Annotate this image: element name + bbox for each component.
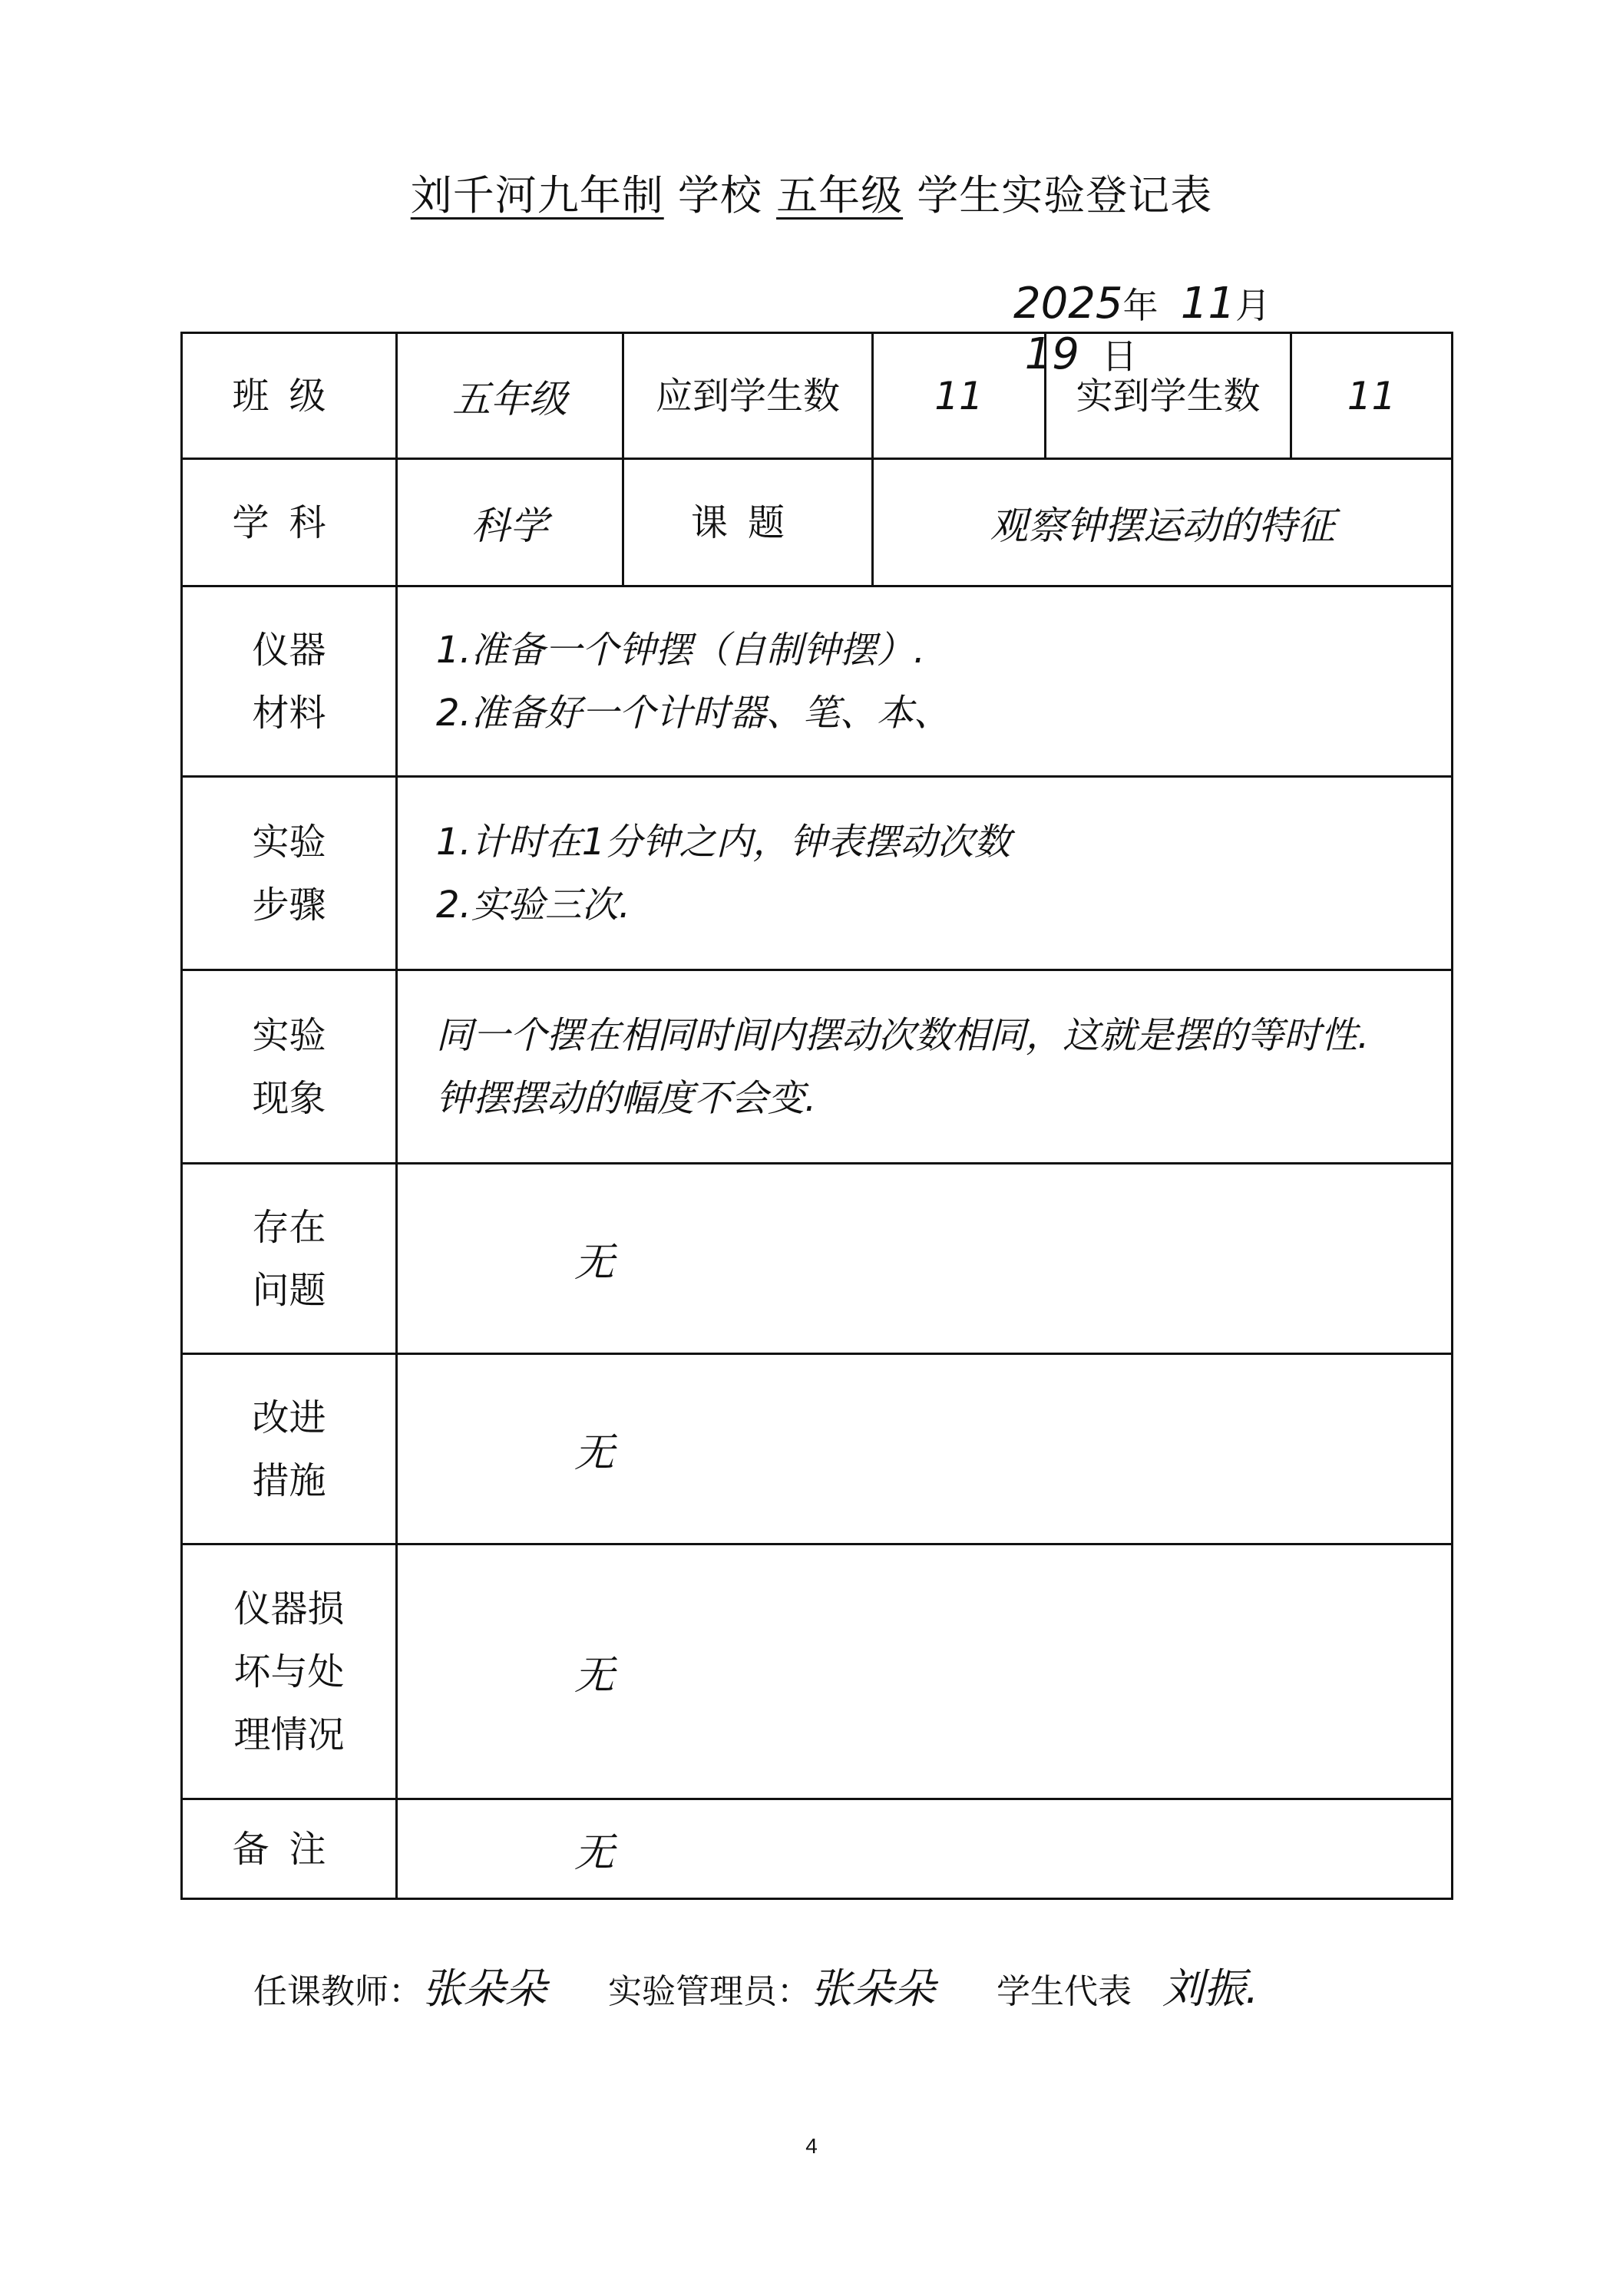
date-month-unit: 月 (1235, 285, 1271, 326)
improve-label-line: 改进 (252, 1396, 326, 1439)
page-number: 4 (805, 2134, 818, 2158)
improve-label-line: 措施 (252, 1459, 326, 1502)
class-value: 五年级 (397, 333, 623, 459)
expected-students-label: 应到学生数 (623, 333, 873, 459)
phenomenon-label (182, 970, 397, 1164)
improve-label (182, 1354, 397, 1544)
teacher-label: 任课教师： (253, 1972, 422, 2011)
materials-label-line: 材料 (252, 691, 326, 735)
materials-line: 2.准备好一个计时器、笔、本、 (436, 691, 950, 735)
row-problems (182, 1164, 1453, 1354)
row-subject (182, 459, 1453, 586)
row-remarks (182, 1799, 1453, 1899)
class-label: 班级 (182, 333, 397, 459)
teacher-signature: 张朵朵 (422, 1964, 547, 2013)
damage-label-line: 坏与处 (233, 1650, 345, 1693)
remarks-label: 备注 (182, 1799, 397, 1899)
date-month: 11 (1180, 279, 1236, 329)
steps-label (182, 777, 397, 970)
problems-value: 无 (397, 1164, 1453, 1354)
steps-line: 2.实验三次. (436, 883, 631, 927)
expected-students-value: 11 (873, 333, 1046, 459)
row-materials (182, 586, 1453, 777)
subject-label: 学科 (182, 459, 397, 586)
improve-value: 无 (397, 1354, 1453, 1544)
problems-label-line: 问题 (252, 1268, 326, 1312)
signatures (253, 1956, 1482, 2015)
school-name: 刘千河九年制 (410, 171, 664, 220)
student-rep-label: 学生代表 (997, 1972, 1132, 2011)
problems-label-line: 存在 (252, 1205, 326, 1249)
phenomenon-label-line: 实验 (252, 1013, 326, 1057)
topic-value: 观察钟摆运动的特征 (873, 459, 1453, 586)
materials-label-line: 仪器 (252, 628, 326, 672)
grade-name: 五年级 (776, 171, 904, 220)
topic-label: 课题 (623, 459, 873, 586)
phenomenon-content (397, 970, 1453, 1164)
materials-line: 1.准备一个钟摆（自制钟摆）. (436, 628, 926, 672)
row-steps (182, 777, 1453, 970)
steps-line: 1.计时在1分钟之内，钟表摆动次数 (436, 820, 1011, 864)
steps-label-line: 实验 (252, 820, 326, 864)
damage-value: 无 (397, 1544, 1453, 1799)
row-improve (182, 1354, 1453, 1544)
student-rep-signature: 刘振. (1162, 1964, 1259, 2013)
damage-label-line: 仪器损 (233, 1587, 345, 1630)
damage-label-line: 理情况 (233, 1713, 345, 1756)
actual-students-label: 实到学生数 (1046, 333, 1291, 459)
row-phenomenon (182, 970, 1453, 1164)
admin-signature: 张朵朵 (811, 1964, 935, 2013)
steps-label-line: 步骤 (252, 883, 326, 927)
phenomenon-line: 钟摆摆动的幅度不会变. (436, 1076, 817, 1120)
school-suffix: 学校 (677, 171, 762, 220)
phenomenon-line: 同一个摆在相同时间内摆动次数相同，这就是摆的等时性. (436, 1013, 1370, 1057)
row-damage (182, 1544, 1453, 1799)
date-year: 2025 (1013, 279, 1123, 329)
form-name: 学生实验登记表 (917, 171, 1213, 220)
date-day: 19 (1024, 329, 1079, 379)
row-class (182, 333, 1453, 459)
registration-table (180, 332, 1453, 1900)
materials-label (182, 586, 397, 777)
date-day-unit: 日 (1102, 335, 1138, 377)
remarks-value: 无 (397, 1799, 1453, 1899)
form-title (0, 163, 1623, 222)
subject-value: 科学 (397, 459, 623, 586)
date-year-unit: 年 (1122, 285, 1159, 326)
damage-label (182, 1544, 397, 1799)
actual-students-value: 11 (1291, 333, 1453, 459)
admin-label: 实验管理员： (608, 1972, 811, 2011)
steps-content (397, 777, 1453, 970)
problems-label (182, 1164, 397, 1354)
materials-content (397, 586, 1453, 777)
phenomenon-label-line: 现象 (252, 1076, 326, 1120)
